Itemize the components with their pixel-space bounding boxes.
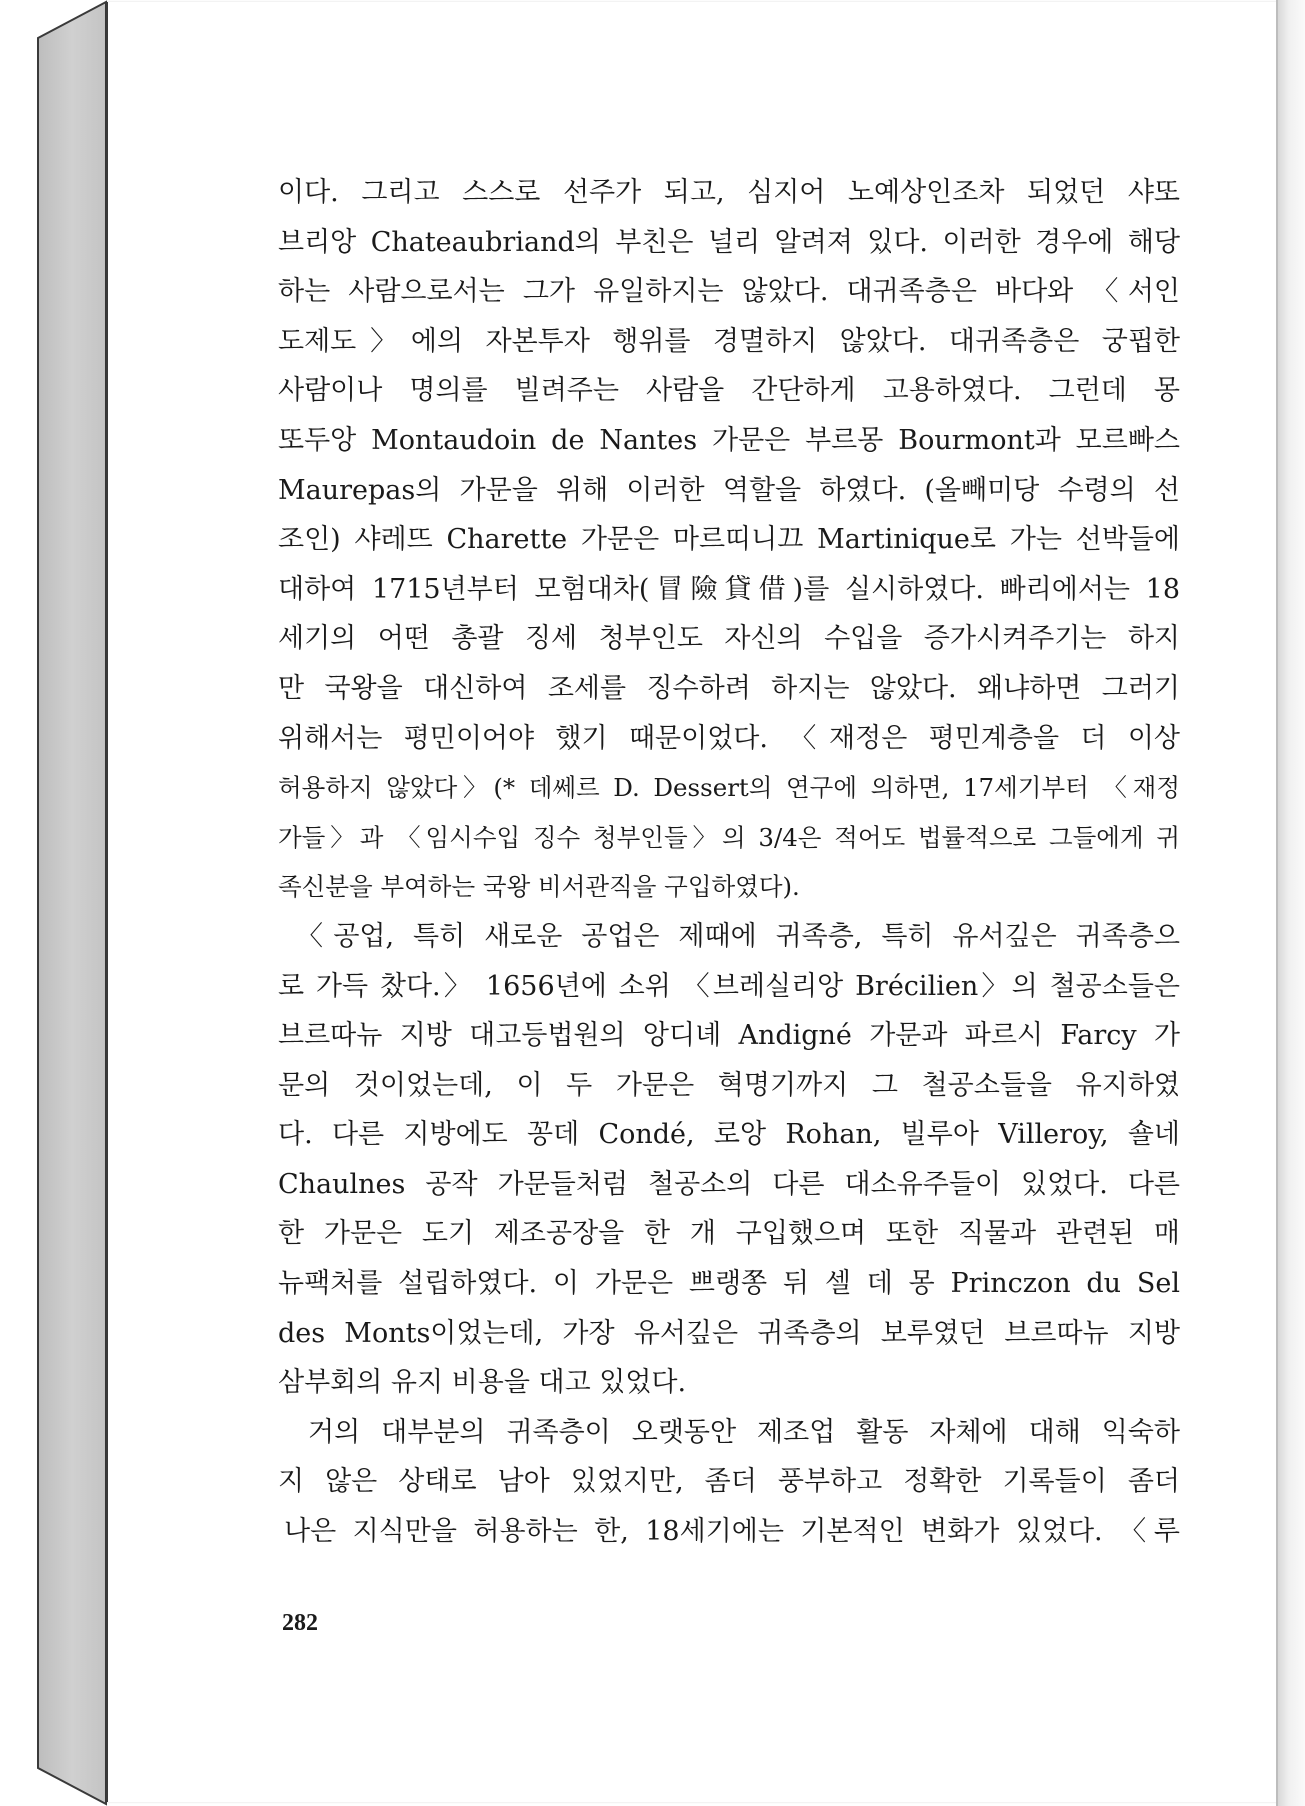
text-line: 지 않은 상태로 남아 있었지만, 좀더 풍부하고 정확한 기록들이 좀더 (278, 1466, 1180, 1498)
text-line: 가들〉과 〈임시수입 징수 청부인들〉의 3/4은 적어도 법률적으로 그들에게 귀 (278, 822, 1180, 852)
text-line: 문의 것이었는데, 이 두 가문은 혁명기까지 그 철공소들을 유지하였 (278, 1069, 1180, 1101)
text-line: 사람이나 명의를 빌려주는 사람을 간단하게 고용하였다. 그런데 몽 (278, 375, 1180, 407)
book-side-edge (0, 0, 110, 1806)
page-right-edge-shadow (1278, 0, 1305, 1806)
text-line: 이다. 그리고 스스로 선주가 되고, 심지어 노예상인조차 되었던 샤또 (278, 177, 1180, 208)
text-line: 만 국왕을 대신하여 조세를 징수하려 하지는 않았다. 왜냐하면 그러기 (278, 672, 1180, 704)
text-line: 〈공업, 특히 새로운 공업은 제때에 귀족층, 특히 유서깊은 귀족층으 (296, 920, 1180, 952)
text-line: 위해서는 평민이어야 했기 때문이었다. 〈재정은 평민계층을 더 이상 (278, 722, 1180, 754)
text-line: 나은 지식만을 허용하는 한, 18세기에는 기본적인 변화가 있었다. 〈루 (284, 1516, 1180, 1548)
page-number: 282 (282, 1610, 318, 1636)
text-line: 거의 대부분의 귀족층이 오랫동안 제조업 활동 자체에 대해 익숙하 (308, 1416, 1180, 1448)
text-line: 하는 사람으로서는 그가 유일하지는 않았다. 대귀족층은 바다와 〈서인 (278, 276, 1180, 308)
text-line: Maurepas의 가문을 위해 이러한 역할을 하였다. (올빼미당 수령의 선 (278, 474, 1180, 506)
text-line: 조인) 샤레뜨 Charette 가문은 마르띠니끄 Martinique로 가는 선박들에 (278, 524, 1180, 556)
text-line: 족신분을 부여하는 국왕 비서관직을 구입하였다). (278, 872, 800, 902)
text-line: 다. 다른 지방에도 꽁데 Condé, 로앙 Rohan, 빌루아 Villeroy, 숄네 (278, 1119, 1180, 1151)
body-text (278, 168, 1180, 1557)
text-line: 도제도〉에의 자본투자 행위를 경멸하지 않았다. 대귀족층은 궁핍한 (278, 325, 1180, 357)
text-line: 한 가문은 도기 제조공장을 한 개 구입했으며 또한 직물과 관련된 매 (278, 1218, 1180, 1250)
text-line: des Monts이었는데, 가장 유서깊은 귀족층의 보루였던 브르따뉴 지방 (278, 1317, 1180, 1349)
text-line: 삼부회의 유지 비용을 대고 있었다. (278, 1367, 687, 1399)
text-line: 브리앙 Chateaubriand의 부친은 널리 알려져 있다. 이러한 경우에 해당 (278, 226, 1180, 258)
text-line: 세기의 어떤 총괄 징세 청부인도 자신의 수입을 증가시켜주기는 하지 (278, 623, 1180, 655)
text-line: 허용하지 않았다〉(* 데쎄르 D. Dessert의 연구에 의하면, 17세기부터 〈재정 (278, 773, 1180, 803)
text-line: Chaulnes 공작 가문들처럼 철공소의 다른 대소유주들이 있었다. 다른 (278, 1168, 1180, 1200)
text-line: 뉴팩처를 설립하였다. 이 가문은 쁘랭쫑 뒤 셀 데 몽 Princzon du Sel (278, 1268, 1180, 1300)
text-line: 또두앙 Montaudoin de Nantes 가문은 부르몽 Bourmont과 모르빠스 (278, 424, 1180, 456)
text-line: 대하여 1715년부터 모험대차(冒險貸借)를 실시하였다. 빠리에서는 18 (278, 573, 1180, 605)
text-line: 브르따뉴 지방 대고등법원의 앙디녜 Andigné 가문과 파르시 Farcy 가 (278, 1020, 1180, 1052)
text-line: 로 가득 찼다.〉 1656년에 소위 〈브레실리앙 Brécilien〉의 철공소들은 (278, 970, 1180, 1002)
